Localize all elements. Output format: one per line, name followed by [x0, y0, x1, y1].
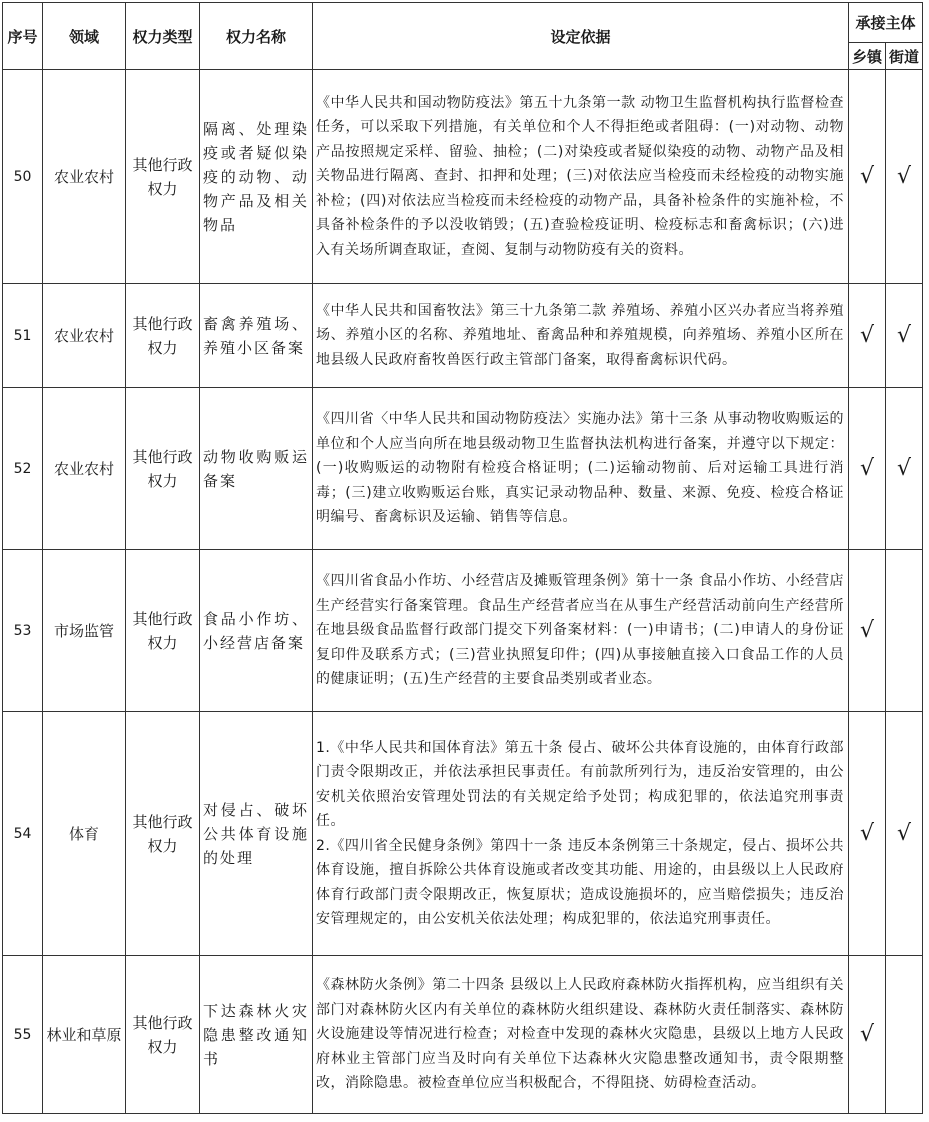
header-power-name: 权力名称 — [200, 3, 313, 70]
row-power-name: 畜禽养殖场、养殖小区备案 — [200, 284, 313, 388]
table-row — [3, 712, 923, 956]
row-field: 林业和草原 — [43, 956, 126, 1114]
row-field: 农业农村 — [43, 388, 126, 550]
row-basis — [313, 956, 849, 1114]
township-check: √ — [849, 70, 886, 284]
row-field: 农业农村 — [43, 284, 126, 388]
header-seq: 序号 — [3, 3, 43, 70]
row-power-type: 其他行政权力 — [126, 388, 200, 550]
row-power-type: 其他行政权力 — [126, 956, 200, 1114]
basis-paragraph: 2.《四川省全民健身条例》第四十一条 违反本条例第三十条规定，侵占、损坏公共体育设施，擅自拆除公共体育设施或者改变其功能、用途的，由县级以上人民政府体育行政部门责令限期改正，恢复原状；造成设施损坏的，应当赔偿损失；违反治安管理规定的，由公安机关依法处理；构成犯罪的，依法追究刑事责任。 — [316, 837, 844, 927]
header-power-type: 权力类型 — [126, 3, 200, 70]
table-row — [3, 70, 923, 284]
township-check: √ — [849, 712, 886, 956]
row-field: 农业农村 — [43, 70, 126, 284]
row-power-type: 其他行政权力 — [126, 284, 200, 388]
row-seq: 50 — [3, 70, 43, 284]
table-row — [3, 284, 923, 388]
row-seq: 53 — [3, 550, 43, 712]
table-row — [3, 388, 923, 550]
street-check: √ — [886, 70, 923, 284]
header-field: 领域 — [43, 3, 126, 70]
row-power-name: 食品小作坊、小经营店备案 — [200, 550, 313, 712]
row-basis — [313, 284, 849, 388]
row-power-type: 其他行政权力 — [126, 550, 200, 712]
table-row — [3, 956, 923, 1114]
row-seq: 52 — [3, 388, 43, 550]
row-power-name: 对侵占、破坏公共体育设施的处理 — [200, 712, 313, 956]
row-basis — [313, 712, 849, 956]
row-power-type: 其他行政权力 — [126, 712, 200, 956]
basis-paragraph: 1.《中华人民共和国体育法》第五十条 侵占、破坏公共体育设施的，由体育行政部门责令限期改正，并依法承担民事责任。有前款所列行为，违反治安管理的，由公安机关依照治安管理处罚法的有关规定给予处罚；构成犯罪的，依法追究刑事责任。 — [316, 739, 844, 829]
basis-paragraph: 《四川省〈中华人民共和国动物防疫法〉实施办法》第十三条 从事动物收购贩运的单位和个人应当向所在地县级动物卫生监督执法机构进行备案，并遵守以下规定：(一)收购贩运的动物附有检疫合格证明；(二)运输动物前、后对运输工具进行消毒；(三)建立收购贩运台账，真实记录动物品种、数量、来源、免疫、检疫合格证明编号、畜禽标识及运输、销售等信息。 — [316, 411, 844, 526]
township-check: √ — [849, 550, 886, 712]
row-field: 市场监管 — [43, 550, 126, 712]
street-check: √ — [886, 284, 923, 388]
street-check — [886, 550, 923, 712]
street-check: √ — [886, 388, 923, 550]
table-body — [3, 70, 923, 1114]
row-seq: 51 — [3, 284, 43, 388]
row-power-name: 隔离、处理染疫或者疑似染疫的动物、动物产品及相关物品 — [200, 70, 313, 284]
basis-paragraph: 《中华人民共和国动物防疫法》第五十九条第一款 动物卫生监督机构执行监督检查任务，可以采取下列措施，有关单位和个人不得拒绝或者阻碍：(一)对动物、动物产品按照规定采样、留验、抽检；(二)对染疫或者疑似染疫的动物、动物产品及相关物品进行隔离、查封、扣押和处理；(三)对依法应当检疫而未经检疫的动物实施补检；(四)对依法应当检疫而未经检疫的动物产品，具备补检条件的实施补检，不具备补检条件的予以没收销毁；(五)查验检疫证明、检疫标志和畜禽标识；(六)进入有关场所调查取证，查阅、复制与动物防疫有关的资料。 — [316, 94, 844, 258]
basis-paragraph: 《中华人民共和国畜牧法》第三十九条第二款 养殖场、养殖小区兴办者应当将养殖场、养殖小区的名称、养殖地址、畜禽品种和养殖规模，向养殖场、养殖小区所在地县级人民政府畜牧兽医行政主管部门备案，取得畜禽标识代码。 — [316, 302, 844, 368]
row-basis — [313, 388, 849, 550]
row-basis — [313, 550, 849, 712]
street-check — [886, 956, 923, 1114]
table-row — [3, 550, 923, 712]
row-power-type: 其他行政权力 — [126, 70, 200, 284]
street-check: √ — [886, 712, 923, 956]
row-seq: 55 — [3, 956, 43, 1114]
township-check: √ — [849, 284, 886, 388]
row-seq: 54 — [3, 712, 43, 956]
basis-paragraph: 《四川省食品小作坊、小经营店及摊贩管理条例》第十一条 食品小作坊、小经营店生产经营实行备案管理。食品生产经营者应当在从事生产经营活动前向生产经营所在地县级食品监督行政部门提交下列备案材料：(一)申请书；(二)申请人的身份证复印件及联系方式；(三)营业执照复印件；(四)从事接触直接入口食品工作的人员的健康证明；(五)生产经营的主要食品类别或者业态。 — [316, 573, 844, 688]
header-street: 街道 — [886, 43, 923, 70]
header-township: 乡镇 — [849, 43, 886, 70]
header-undertaker: 承接主体 — [849, 3, 923, 43]
powers-table — [2, 2, 923, 1114]
row-field: 体育 — [43, 712, 126, 956]
township-check: √ — [849, 388, 886, 550]
header-basis: 设定依据 — [313, 3, 849, 70]
row-power-name: 下达森林火灾隐患整改通知书 — [200, 956, 313, 1114]
township-check: √ — [849, 956, 886, 1114]
row-basis — [313, 70, 849, 284]
row-power-name: 动物收购贩运备案 — [200, 388, 313, 550]
basis-paragraph: 《森林防火条例》第二十四条 县级以上人民政府森林防火指挥机构，应当组织有关部门对森林防火区内有关单位的森林防火组织建设、森林防火责任制落实、森林防火设施建设等情况进行检查；对检查中发现的森林火灾隐患，县级以上地方人民政府林业主管部门应当及时向有关单位下达森林火灾隐患整改通知书，责令限期整改，消除隐患。被检查单位应当积极配合，不得阻挠、妨碍检查活动。 — [316, 977, 844, 1092]
